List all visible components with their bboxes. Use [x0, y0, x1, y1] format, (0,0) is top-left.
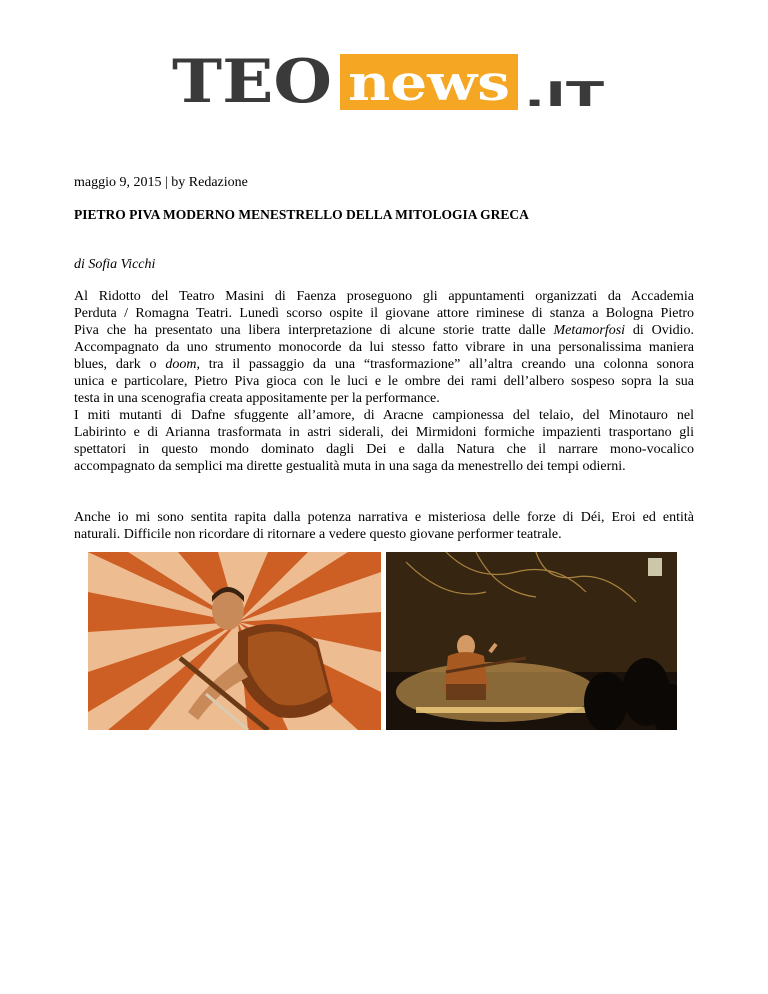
article-title: PIETRO PIVA MODERNO MENESTRELLO DELLA MITOLOGIA GRECA [74, 207, 529, 222]
logo-teo: TEO [172, 47, 332, 117]
article-paragraph-2 [74, 407, 694, 475]
paragraph-line [74, 322, 694, 339]
logo-it: .IT [524, 75, 606, 115]
genre-doom: doom [165, 357, 197, 372]
paragraph-line: Al Ridotto del Teatro Masini di Faenza proseguono gli appuntamenti organizzati da Accademia [74, 289, 694, 304]
book-title-metamorfosi: Metamorfosi [553, 323, 626, 338]
paragraph-line: accompagnato da semplici ma dirette gestualità muta in una saga da menestrello dei tempi odierni. [74, 459, 626, 474]
paragraph-line: Anche io mi sono sentita rapita dalla potenza narrativa e misteriosa delle forze di Déi, Eroi ed entità [74, 510, 694, 525]
line-text: Piva che ha presentato una libera interpretazione di alcune storie tratte dalle [74, 323, 554, 338]
line-text: di Ovidio. [625, 323, 694, 338]
paragraph-line: Perduta / Romagna Teatri. Lunedì scorso ospite il giovane attore riminese di stanza a Bologna Pietro [74, 306, 694, 321]
paragraph-line: Accompagnato da uno strumento monocorde da lui stesso fatto vibrare in una personalissima maniera [74, 340, 694, 355]
paragraph-line: spettatori in questo mondo dominato dagli Dei e dalla Natura che il narrare mono-vocalico [74, 442, 694, 457]
paragraph-line: I miti mutanti di Dafne sfuggente all’amore, di Aracne campionessa del telaio, del Minotauro nel [74, 408, 694, 423]
logo-news: news [348, 53, 510, 112]
performance-photo-closeup [88, 552, 381, 730]
article-paragraph-1 [74, 288, 694, 407]
performance-photo-stage-image [386, 552, 677, 730]
paragraph-line: unica e particolare, Pietro Piva gioca con le luci e le ombre dei rami dell’albero sospeso sopra la sua [74, 374, 694, 389]
article-paragraph-3 [74, 509, 694, 543]
paragraph-line: Labirinto e di Arianna trasformata in astri siderali, dei Mirmidoni formiche impazienti trasportano gli [74, 425, 694, 440]
paragraph-line: naturali. Difficile non ricordare di ritornare a vedere questo giovane performer teatrale. [74, 527, 562, 542]
site-logo[interactable] [172, 40, 612, 120]
article-meta: maggio 9, 2015 | by Redazione [74, 175, 248, 190]
paragraph-line [74, 356, 694, 373]
performance-photo-closeup-image [88, 552, 381, 730]
line-text: , tra il passaggio da una “trasformazione” all’altra creando una colonna sonora [196, 357, 694, 372]
paragraph-line: testa in una scenografia creata appositamente per la performance. [74, 391, 440, 406]
article-author: di Sofia Vicchi [74, 257, 156, 272]
site-logo-graphic [172, 40, 612, 120]
performance-photo-stage [386, 552, 677, 730]
line-text: blues, dark o [74, 357, 166, 372]
